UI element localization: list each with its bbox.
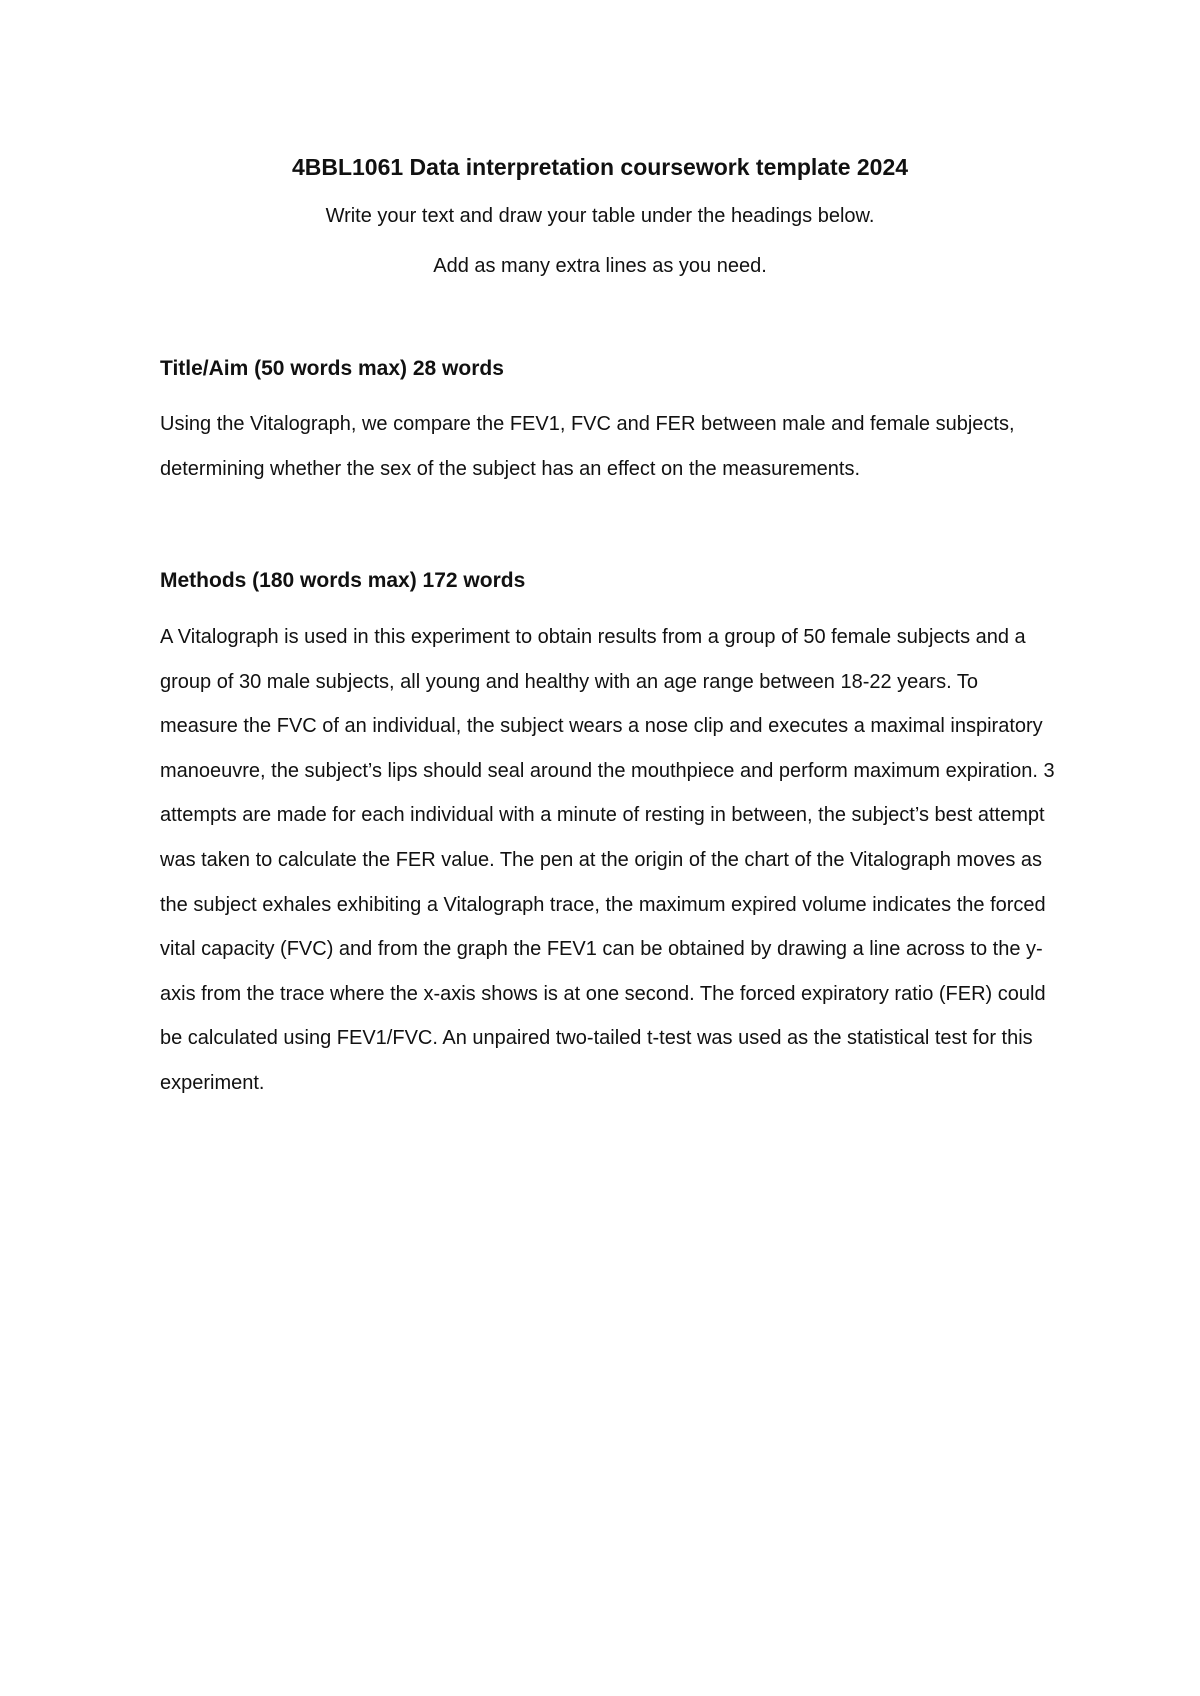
title-aim-text: Using the Vitalograph, we compare the FEV1, FVC and FER between male and female subjects, determining whether the sex of the subject has an effect on the measurements. bbox=[160, 413, 1015, 480]
instruction-line-2: Add as many extra lines as you need. bbox=[433, 255, 767, 277]
methods-text: A Vitalograph is used in this experiment to obtain results from a group of 50 female subjects and a group of 30 male subjects, all young and healthy with an age range between 18-22 years. To measure the FVC of an individual, the subject wears a nose clip and executes a maximal inspiratory manoeuvre, the subject’s lips should seal around the mouthpiece and perform maximum expiration. 3 attempts are made for each individual with a minute of resting in between, the subject’s best attempt was taken to calculate the FER value. The pen at the origin of the chart of the Vitalograph moves as the subject exhales exhibiting a Vitalograph trace, the maximum expired volume indicates the forced vital capacity (FVC) and from the graph the FEV1 can be obtained by drawing a line across to the y-axis from the trace where the x-axis shows is at one second. The forced expiratory ratio (FER) could be calculated using FEV1/FVC. An unpaired two-tailed t-test was used as the statistical test for this experiment. bbox=[160, 626, 1055, 1094]
methods-heading: Methods (180 words max) 172 words bbox=[160, 569, 526, 592]
document-title: 4BBL1061 Data interpretation coursework template 2024 bbox=[291, 154, 909, 180]
title-aim-heading: Title/Aim (50 words max) 28 words bbox=[160, 357, 504, 380]
instruction-line-1: Write your text and draw your table under the headings below. bbox=[325, 205, 875, 227]
